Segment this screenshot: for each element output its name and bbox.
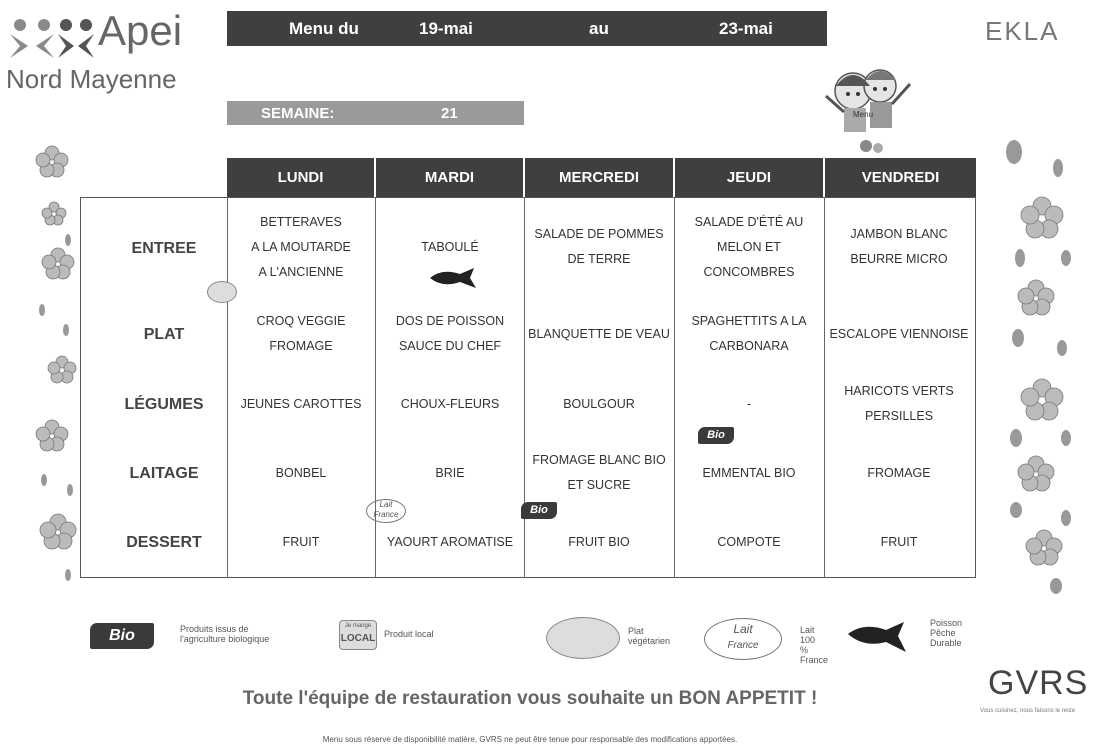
row-label-entree: ENTREE xyxy=(131,240,197,257)
menu-cell: FRUIT BIO xyxy=(568,534,630,549)
gvrs-logo: GVRS xyxy=(988,664,1089,702)
semaine-label: SEMAINE: xyxy=(261,105,335,122)
day-header-jeudi: JEUDI xyxy=(675,158,823,197)
logo-subtitle: Nord Mayenne xyxy=(6,64,177,94)
date-end: 23-mai xyxy=(719,19,773,38)
legend-fish-text: Poisson Pêche Durable xyxy=(930,618,963,648)
menu-cell: SALADE DE POMMES DE TERRE xyxy=(534,227,664,266)
menu-cell: FROMAGE BLANC BIO ET SUCRE xyxy=(532,453,666,492)
legend-lait-france-icon: Lait France xyxy=(704,618,782,660)
disclaimer: Menu sous réserve de disponibilité matière, GVRS ne peut être tenue pour responsable des modifications apportées. xyxy=(322,735,738,744)
menu-cell: CHOUX-FLEURS xyxy=(400,396,500,411)
ekla-logo: EKLA xyxy=(985,16,1060,46)
menu-cell: TABOULÉ xyxy=(421,239,479,254)
legend-local-text: Produit local xyxy=(384,629,434,639)
menu-cell: HARICOTS VERTS PERSILLES xyxy=(844,384,954,423)
legend-bio-text: Produits issus de l'agriculture biologique xyxy=(180,624,270,644)
semaine-value: 21 xyxy=(441,105,458,122)
menu-cell: COMPOTE xyxy=(717,534,781,549)
legend-local-icon: Je mange LOCAL xyxy=(339,620,377,650)
row-label-dessert: DESSERT xyxy=(126,534,202,551)
menu-cell: DOS DE POISSON SAUCE DU CHEF xyxy=(395,314,505,353)
menu-cell: CROQ VEGGIE FROMAGE xyxy=(256,314,346,353)
menu-cell: JEUNES CAROTTES xyxy=(240,396,362,411)
day-header-mercredi: MERCREDI xyxy=(525,158,673,197)
day-header-lundi: LUNDI xyxy=(227,158,374,197)
day-header-vendredi: VENDREDI xyxy=(825,158,976,197)
row-label-plat: PLAT xyxy=(143,326,185,343)
menu-cell: BONBEL xyxy=(275,465,327,480)
menu-cell: ESCALOPE VIENNOISE xyxy=(829,326,969,341)
menu-cell: - xyxy=(746,396,752,411)
menu-du-label: Menu du xyxy=(289,19,359,38)
menu-cell: BETTERAVES A LA MOUTARDE A L'ANCIENNE xyxy=(251,214,351,279)
vegetarian-badge-icon xyxy=(207,281,237,303)
menu-cell: BRIE xyxy=(435,465,465,480)
menu-cell: FRUIT xyxy=(282,534,320,549)
logo-title: Apei xyxy=(98,7,183,54)
legend-lait-text: Lait 100 % France xyxy=(800,625,829,665)
legend-bio-icon: Bio xyxy=(90,623,154,649)
day-header-mardi: MARDI xyxy=(376,158,523,197)
fish-icon xyxy=(428,266,478,295)
legend-vegetarian-icon xyxy=(546,617,620,659)
menu-cell: BOULGOUR xyxy=(563,396,635,411)
menu-cell: SALADE D'ÉTÉ AU MELON ET CONCOMBRES xyxy=(694,214,804,279)
left-flower-decoration xyxy=(28,140,88,590)
row-label-laitage: LAITAGE xyxy=(129,465,199,482)
row-label-legumes: LÉGUMES xyxy=(124,396,204,413)
bio-badge-icon: Bio xyxy=(698,427,734,444)
au-label: au xyxy=(589,19,609,38)
menu-cell: YAOURT AROMATISE xyxy=(386,534,514,549)
bio-badge-icon: Bio xyxy=(521,502,557,519)
bon-appetit-message: Toute l'équipe de restauration vous souhaite un BON APPETIT ! xyxy=(242,688,818,709)
kids-menu-text: Menu xyxy=(853,110,874,119)
menu-cell: EMMENTAL BIO xyxy=(702,465,796,480)
menu-cell: SPAGHETTITS A LA CARBONARA xyxy=(691,314,807,353)
semaine-bar xyxy=(227,101,524,125)
legend-vegetarian-text: Plat végétarien xyxy=(628,626,671,646)
menu-cell: FRUIT xyxy=(880,534,918,549)
gvrs-tagline: Vous cuisinez, nous faisons le reste xyxy=(980,708,1076,714)
lait-france-badge-icon: Lait France xyxy=(366,499,406,523)
kids-illustration xyxy=(818,56,918,160)
menu-cell: FROMAGE xyxy=(867,465,931,480)
menu-cell: JAMBON BLANC BEURRE MICRO xyxy=(850,227,948,266)
menu-date-bar xyxy=(227,11,827,46)
menu-cell: BLANQUETTE DE VEAU xyxy=(528,326,670,341)
legend-fish-icon xyxy=(846,620,908,659)
right-flower-decoration xyxy=(996,138,1086,598)
apei-logo-icon xyxy=(6,14,94,58)
date-start: 19-mai xyxy=(419,19,473,38)
